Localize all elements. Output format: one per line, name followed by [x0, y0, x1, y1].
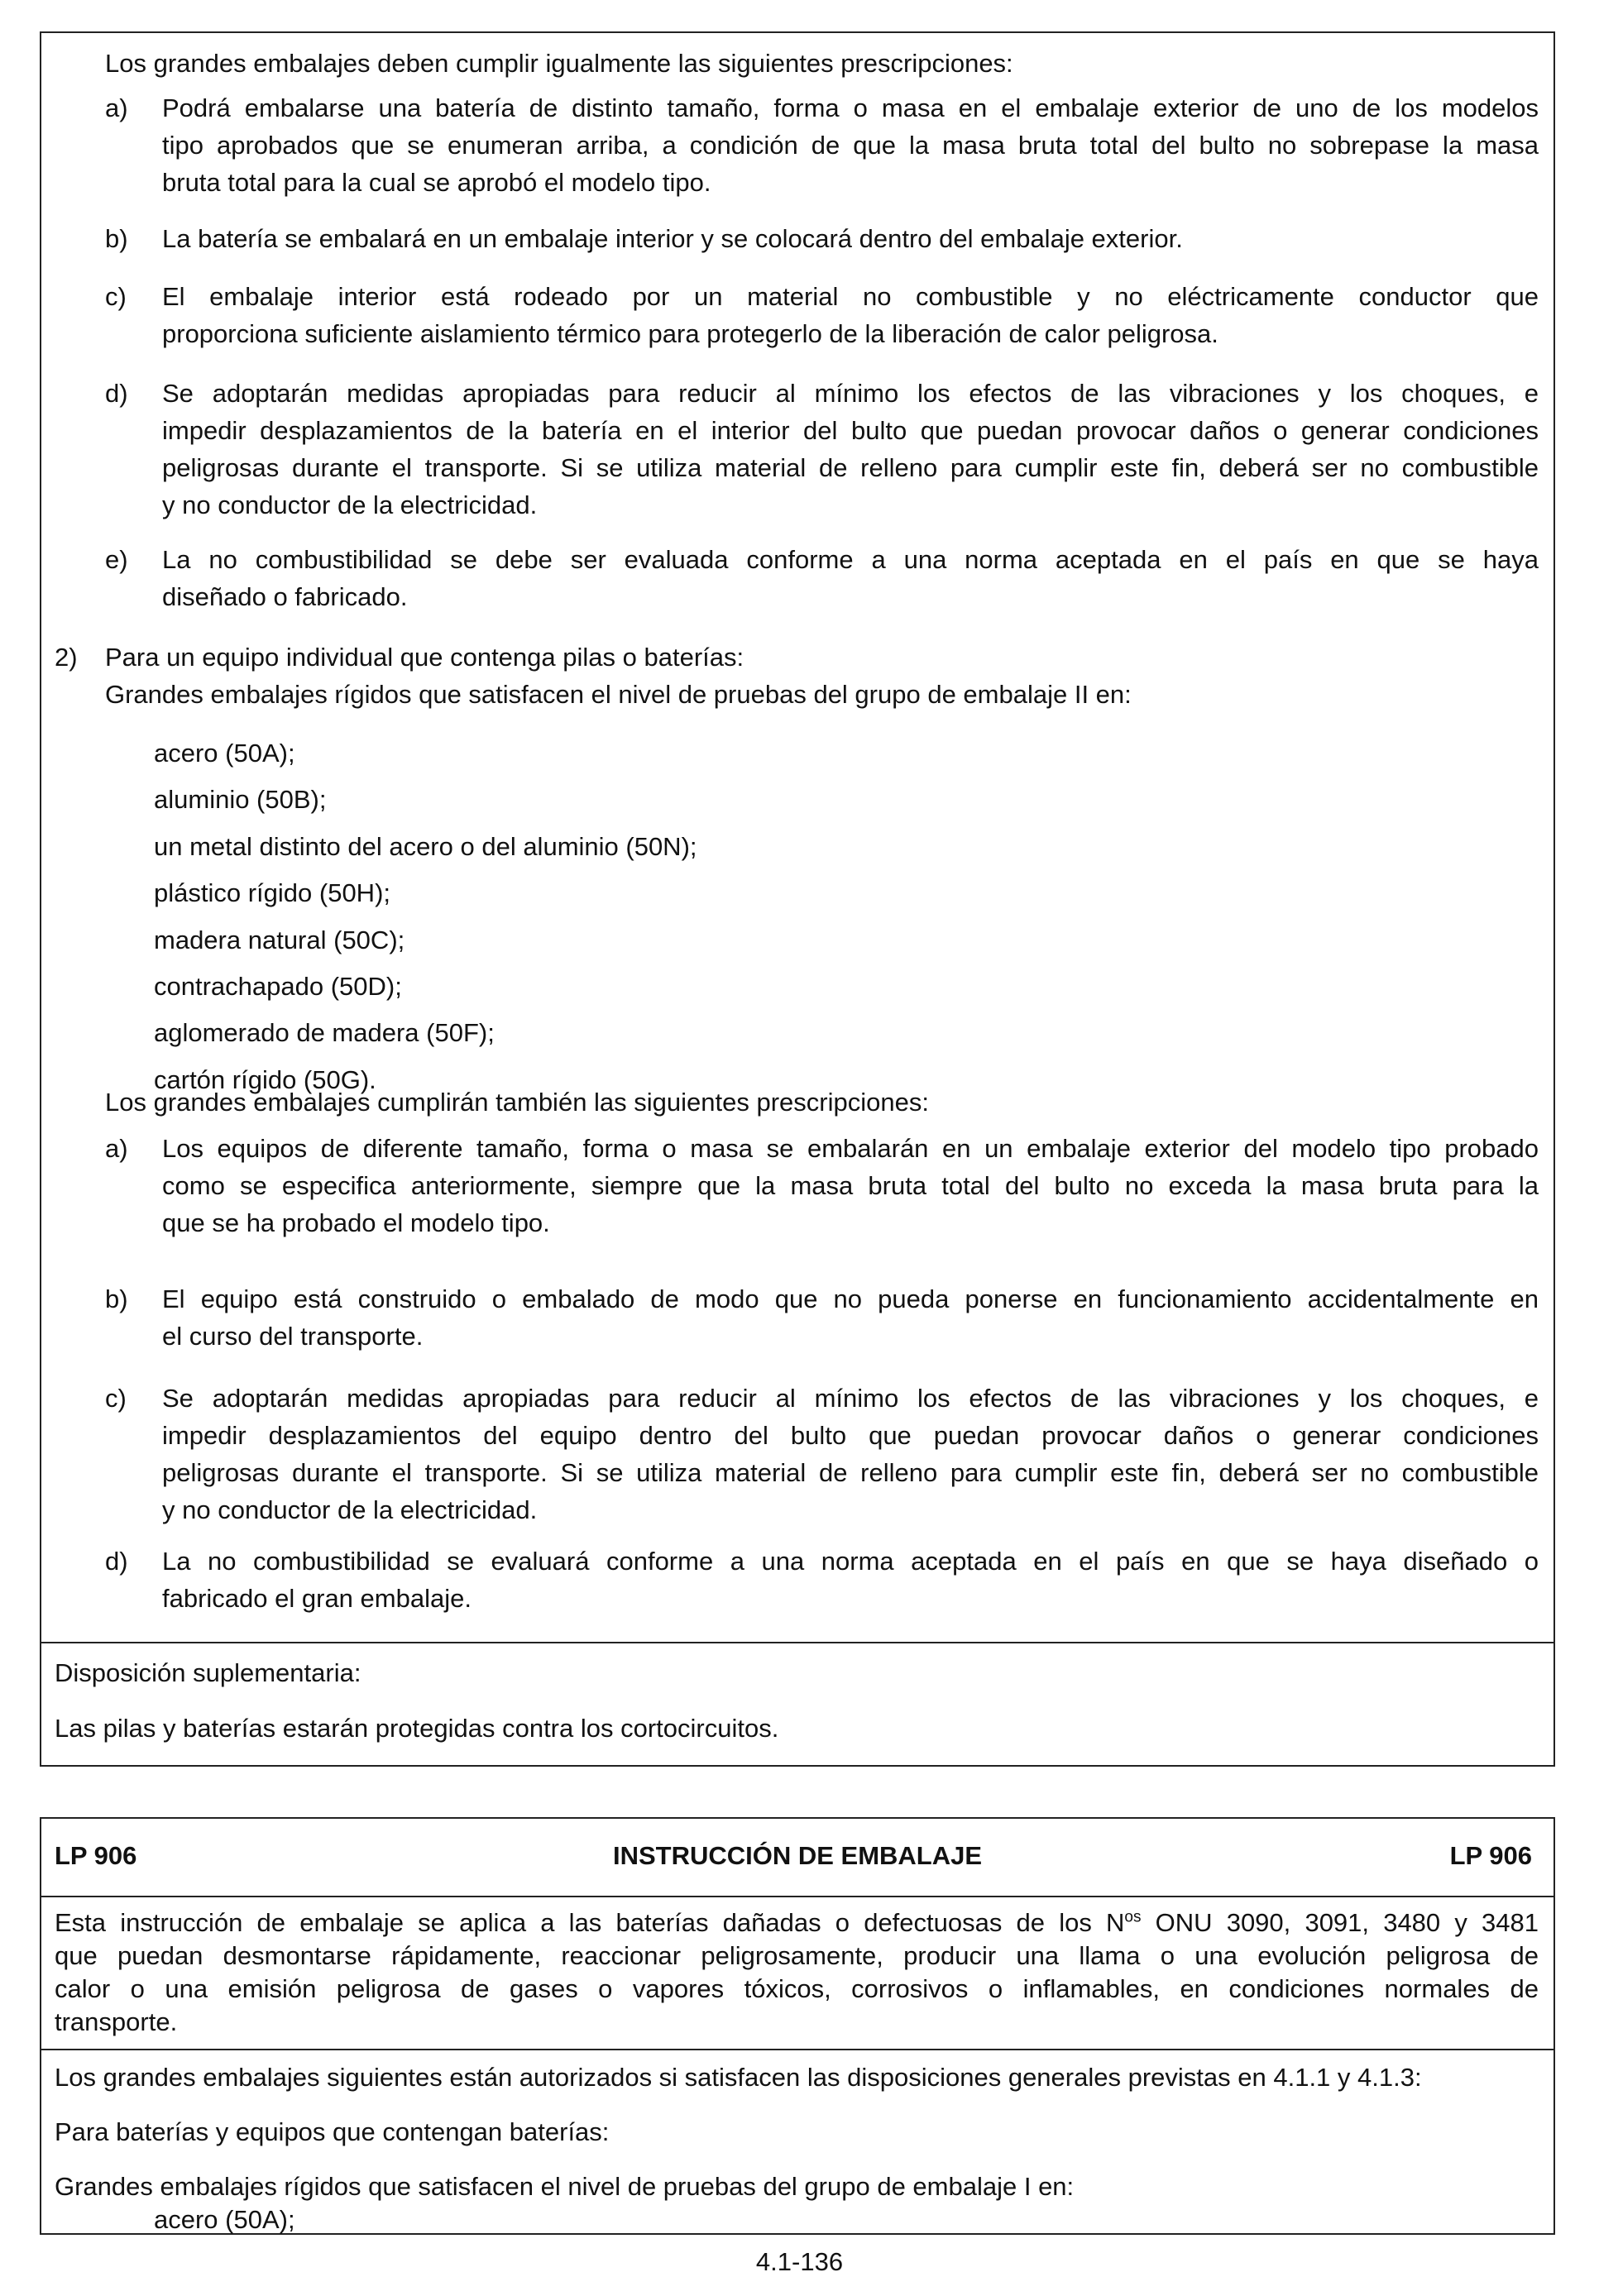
- instruction-code-right: LP 906: [1449, 1841, 1532, 1870]
- authorized-packagings: Los grandes embalajes siguientes están autorizados si satisfacen las disposiciones generales previstas en 4.1.1 y 4.1.3:: [55, 2063, 1422, 2092]
- material-item: aluminio (50B);: [154, 785, 327, 815]
- list-item-label: c): [105, 282, 127, 311]
- scope-line-1: Esta instrucción de embalaje se aplica a las baterías dañadas o defectuosas de los $N^{os}$ ONU 3090, 3091, 3480 y 3481: [55, 1908, 1539, 1937]
- list-item-label: e): [105, 545, 128, 574]
- scope-line-4: transporte.: [55, 2007, 178, 2036]
- instruction-title: INSTRUCCIÓN DE EMBALAJE: [612, 1841, 983, 1870]
- list-item-label: b): [105, 1284, 128, 1313]
- list-item-line: impedir desplazamientos de la batería en el interior del bulto que puedan provocar daños o generar condiciones: [162, 416, 1539, 445]
- material-item: aglomerado de madera (50F);: [154, 1018, 495, 1048]
- list-item-label: d): [105, 379, 128, 408]
- list-item-line: diseñado o fabricado.: [162, 582, 408, 611]
- list-item-line: Los equipos de diferente tamaño, forma o masa se embalarán en un embalaje exterior del modelo tipo probado: [162, 1134, 1539, 1163]
- packing-instruction-continuation: [40, 31, 1555, 1767]
- item-2-rigid-packagings: Grandes embalajes rígidos que satisfacen el nivel de pruebas del grupo de embalaje II en:: [105, 680, 1132, 709]
- list-item-line: que se ha probado el modelo tipo.: [162, 1208, 550, 1237]
- page-number: 4.1-136: [755, 2247, 844, 2276]
- requirements-intro-2: Los grandes embalajes cumplirán también las siguientes prescripciones:: [105, 1088, 929, 1117]
- list-item-line: y no conductor de la electricidad.: [162, 490, 538, 519]
- header-divider: [41, 1896, 1554, 1897]
- list-item-line: impedir desplazamientos del equipo dentro del bulto que puedan provocar daños o generar condiciones: [162, 1421, 1539, 1450]
- material-steel: acero (50A);: [154, 2205, 295, 2234]
- material-item: plástico rígido (50H);: [154, 878, 391, 908]
- list-item-line: La no combustibilidad se evaluará conforme a una norma aceptada en el país en que se haya diseñado o: [162, 1547, 1539, 1576]
- material-item: madera natural (50C);: [154, 925, 405, 954]
- list-item-line: tipo aprobados que se enumeran arriba, a condición de que la masa bruta total del bulto no sobrepase la masa: [162, 131, 1539, 160]
- list-item-label: a): [105, 93, 128, 122]
- list-item-label: c): [105, 1384, 127, 1413]
- material-item: acero (50A);: [154, 739, 295, 768]
- list-item-label: b): [105, 224, 128, 253]
- list-item-line: peligrosas durante el transporte. Si se utiliza material de relleno para cumplir este fin, deberá ser no combustible: [162, 453, 1539, 482]
- item-2-label: 2): [55, 643, 78, 672]
- item-2-heading: Para un equipo individual que contenga pilas o baterías:: [105, 643, 744, 672]
- material-item: un metal distinto del acero o del aluminio (50N);: [154, 831, 697, 861]
- packing-instruction-lp906: [40, 1817, 1555, 2235]
- instruction-code-left: LP 906: [55, 1841, 137, 1870]
- scope-line-3: calor o una emisión peligrosa de gases o vapores tóxicos, corrosivos o inflamables, en condiciones normales de: [55, 1974, 1539, 2003]
- list-item-line: Se adoptarán medidas apropiadas para reducir al mínimo los efectos de las vibraciones y los choques, e: [162, 1384, 1539, 1413]
- list-item-line: como se especifica anteriormente, siempre que la masa bruta total del bulto no exceda la masa bruta para la: [162, 1171, 1539, 1200]
- list-item-line: y no conductor de la electricidad.: [162, 1495, 538, 1524]
- batteries-and-equipment: Para baterías y equipos que contengan baterías:: [55, 2117, 610, 2146]
- list-item-line: El embalaje interior está rodeado por un material no combustible y no eléctricamente conductor que: [162, 282, 1539, 311]
- material-item: contrachapado (50D);: [154, 972, 402, 1001]
- section-divider: [41, 1642, 1554, 1643]
- list-item-label: d): [105, 1547, 128, 1576]
- list-item-line: fabricado el gran embalaje.: [162, 1584, 472, 1613]
- list-item-line: el curso del transporte.: [162, 1322, 424, 1351]
- list-item-line: proporciona suficiente aislamiento térmico para protegerlo de la liberación de calor peligrosa.: [162, 319, 1218, 348]
- material-item: cartón rígido (50G).: [154, 1064, 376, 1094]
- list-item-line: La batería se embalará en un embalaje interior y se colocará dentro del embalaje exterior.: [162, 224, 1183, 253]
- scope-line-2: que puedan desmontarse rápidamente, reaccionar peligrosamente, producir una llama o una evolución peligrosa de: [55, 1941, 1539, 1970]
- list-item-label: a): [105, 1134, 128, 1163]
- list-item-line: Se adoptarán medidas apropiadas para reducir al mínimo los efectos de las vibraciones y los choques, e: [162, 379, 1539, 408]
- requirements-intro: Los grandes embalajes deben cumplir igualmente las siguientes prescripciones:: [105, 49, 1013, 78]
- list-item-line: El equipo está construido o embalado de modo que no pueda ponerse en funcionamiento accidentalmente en: [162, 1284, 1539, 1313]
- supplementary-provision-text: Las pilas y baterías estarán protegidas contra los cortocircuitos.: [55, 1714, 779, 1743]
- scope-divider: [41, 2049, 1554, 2050]
- list-item-line: bruta total para la cual se aprobó el modelo tipo.: [162, 168, 711, 197]
- rigid-large-packagings: Grandes embalajes rígidos que satisfacen el nivel de pruebas del grupo de embalaje I en:: [55, 2172, 1075, 2201]
- list-item-line: La no combustibilidad se debe ser evaluada conforme a una norma aceptada en el país en que se haya: [162, 545, 1539, 574]
- list-item-line: Podrá embalarse una batería de distinto tamaño, forma o masa en el embalaje exterior de uno de los modelos: [162, 93, 1539, 122]
- supplementary-provision-title: Disposición suplementaria:: [55, 1658, 361, 1687]
- list-item-line: peligrosas durante el transporte. Si se utiliza material de relleno para cumplir este fin, deberá ser no combustible: [162, 1458, 1539, 1487]
